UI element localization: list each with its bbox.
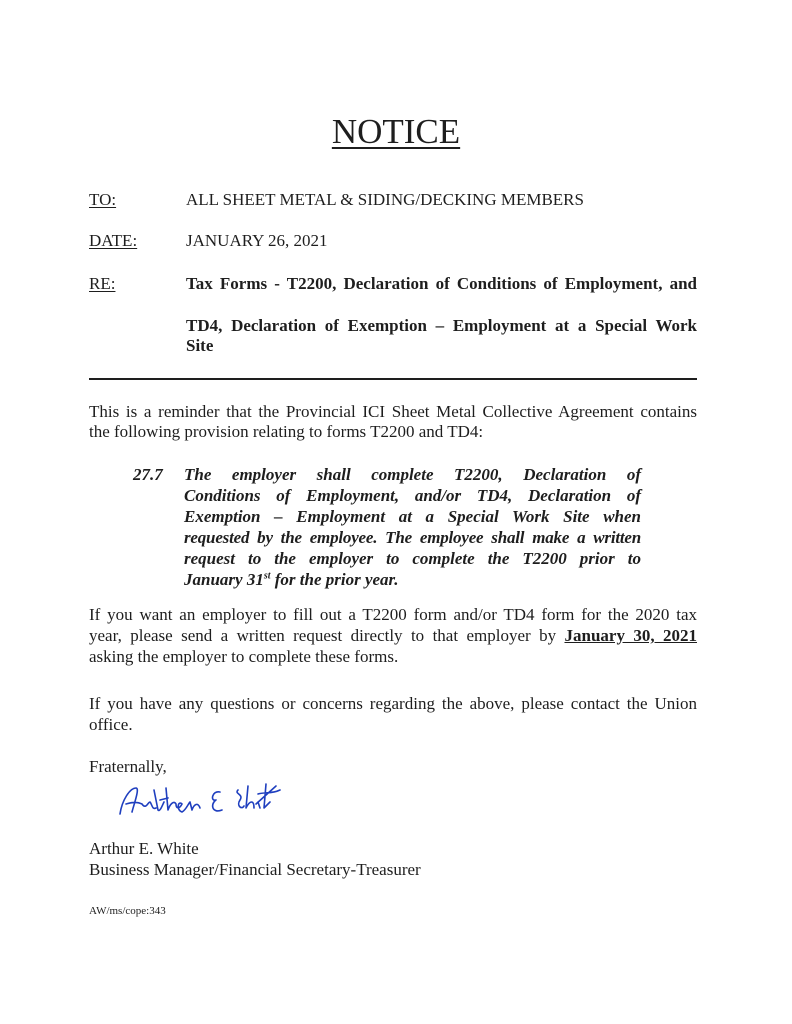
notice-title: NOTICE bbox=[331, 112, 461, 151]
divider bbox=[89, 378, 697, 380]
para2-line-1: If you want an employer to fill out a T2200 form and/or TD4 form for the 2020 tax bbox=[89, 605, 697, 624]
clause-line-6: January 31st for the prior year. bbox=[184, 570, 399, 589]
clause-line-1: The employer shall complete T2200, Declaration of bbox=[184, 465, 641, 484]
clause-line-3: Exemption – Employment at a Special Work Site when bbox=[184, 507, 641, 526]
deadline-date: January 30, 2021 bbox=[564, 626, 697, 645]
re-line-1: Tax Forms - T2200, Declaration of Conditions of Employment, and bbox=[186, 274, 697, 293]
signature bbox=[116, 780, 286, 820]
date-value: JANUARY 26, 2021 bbox=[186, 231, 328, 250]
para2-line-2: year, please send a written request directly to that employer by January 30, 2021 bbox=[89, 626, 697, 645]
to-label: TO: bbox=[89, 190, 117, 209]
signer-title: Business Manager/Financial Secretary-Treasurer bbox=[89, 860, 421, 879]
para2-line-3: asking the employer to complete these forms. bbox=[89, 647, 399, 666]
re-line-3: Site bbox=[186, 336, 214, 355]
para1-line-1: This is a reminder that the Provincial ICI Sheet Metal Collective Agreement contains bbox=[89, 402, 697, 421]
para3-line-1: If you have any questions or concerns regarding the above, please contact the Union bbox=[89, 694, 697, 713]
date-label: DATE: bbox=[89, 231, 138, 250]
reference-code: AW/ms/cope:343 bbox=[89, 905, 166, 917]
closing: Fraternally, bbox=[89, 757, 167, 776]
to-value: ALL SHEET METAL & SIDING/DECKING MEMBERS bbox=[186, 190, 584, 209]
clause-line-5: request to the employer to complete the T2200 prior to bbox=[184, 549, 641, 568]
clause-number: 27.7 bbox=[133, 465, 163, 484]
para1-line-2: the following provision relating to forms T2200 and TD4: bbox=[89, 422, 484, 441]
clause-line-4: requested by the employee. The employee shall make a written bbox=[184, 528, 641, 547]
signer-name: Arthur E. White bbox=[89, 839, 199, 858]
re-label: RE: bbox=[89, 274, 116, 293]
clause-line-2: Conditions of Employment, and/or TD4, Declaration of bbox=[184, 486, 641, 505]
re-line-2: TD4, Declaration of Exemption – Employment at a Special Work bbox=[186, 316, 697, 335]
para3-line-2: office. bbox=[89, 715, 133, 734]
